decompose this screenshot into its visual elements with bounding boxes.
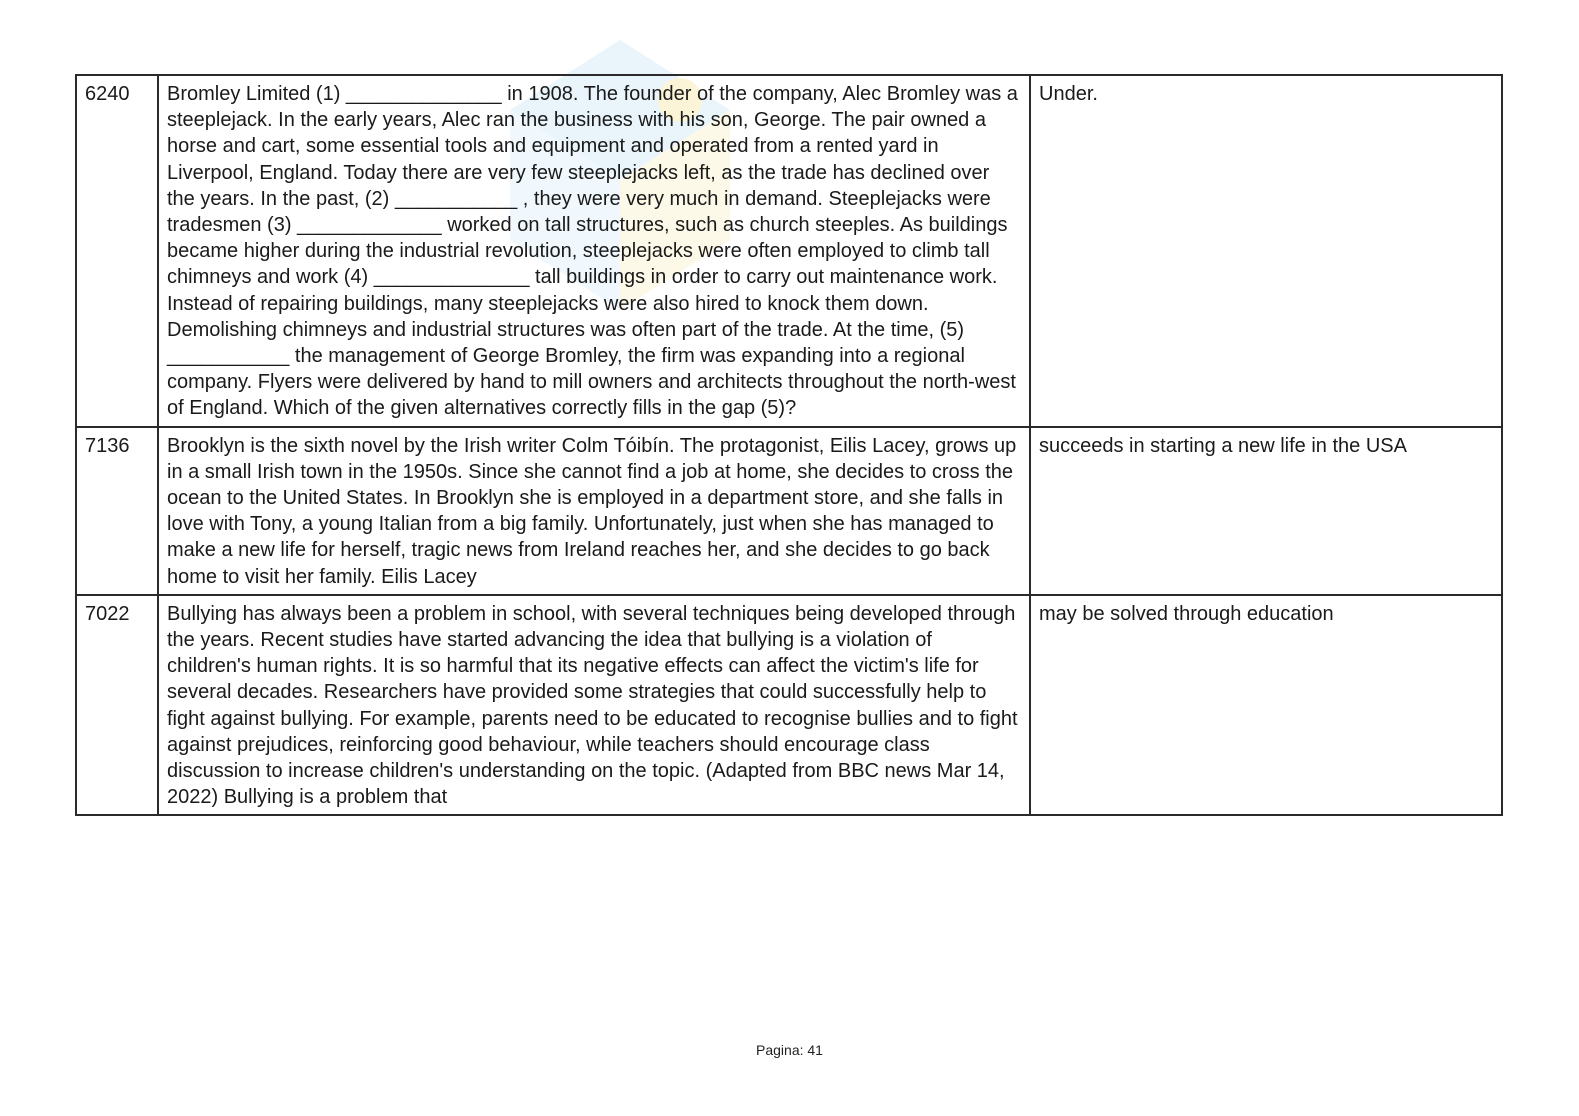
answer-text: succeeds in starting a new life in the USA — [1030, 427, 1502, 595]
question-id: 7022 — [76, 595, 158, 816]
question-id: 7136 — [76, 427, 158, 595]
answer-text: Under. — [1030, 75, 1502, 427]
table-row — [76, 427, 1502, 595]
questions-table — [75, 74, 1503, 816]
page-number: Pagina: 41 — [756, 1042, 823, 1058]
question-id: 6240 — [76, 75, 158, 427]
question-text: Bullying has always been a problem in school, with several techniques being developed through the years. Recent studies have started advancing the idea that bullying is a violation of children's human rights. It is so harmful that its negative effects can affect the victim's life for several decades. Researchers have provided some strategies that could successfully help to fight against bullying. For example, parents need to be educated to recognise bullies and to fight against prejudices, reinforcing good behaviour, while teachers should encourage class discussion to increase children's understanding on the topic. (Adapted from BBC news Mar 14, 2022) Bullying is a problem that — [158, 595, 1030, 816]
answer-text: may be solved through education — [1030, 595, 1502, 816]
table-row — [76, 75, 1502, 427]
question-text: Brooklyn is the sixth novel by the Irish writer Colm Tóibín. The protagonist, Eilis Lacey, grows up in a small Irish town in the 1950s. Since she cannot find a job at home, she decides to cross the ocean to the United States. In Brooklyn she is employed in a department store, and she falls in love with Tony, a young Italian from a big family. Unfortunately, just when she has managed to make a new life for herself, tragic news from Ireland reaches her, and she decides to go back home to visit her family. Eilis Lacey — [158, 427, 1030, 595]
table-row — [76, 595, 1502, 816]
question-text: Bromley Limited (1) ______________ in 1908. The founder of the company, Alec Bromley was a steeplejack. In the early years, Alec ran the business with his son, George. The pair owned a horse and cart, some essential tools and equipment and operated from a rented yard in Liverpool, England. Today there are very few steeplejacks left, as the trade has declined over the years. In the past, (2) ___________ , they were very much in demand. Steeplejacks were tradesmen (3) _____________ worked on tall structures, such as church steeples. As buildings became higher during the industrial revolution, steeplejacks were often employed to climb tall chimneys and work (4) ______________ tall buildings in order to carry out maintenance work. Instead of repairing buildings, many steeplejacks were also hired to knock them down. Demolishing chimneys and industrial structures was often part of the trade. At the time, (5) ___________ the management of George Bromley, the firm was expanding into a regional company. Flyers were delivered by hand to mill owners and architects throughout the north-west of England. Which of the given alternatives correctly fills in the gap (5)? — [158, 75, 1030, 427]
